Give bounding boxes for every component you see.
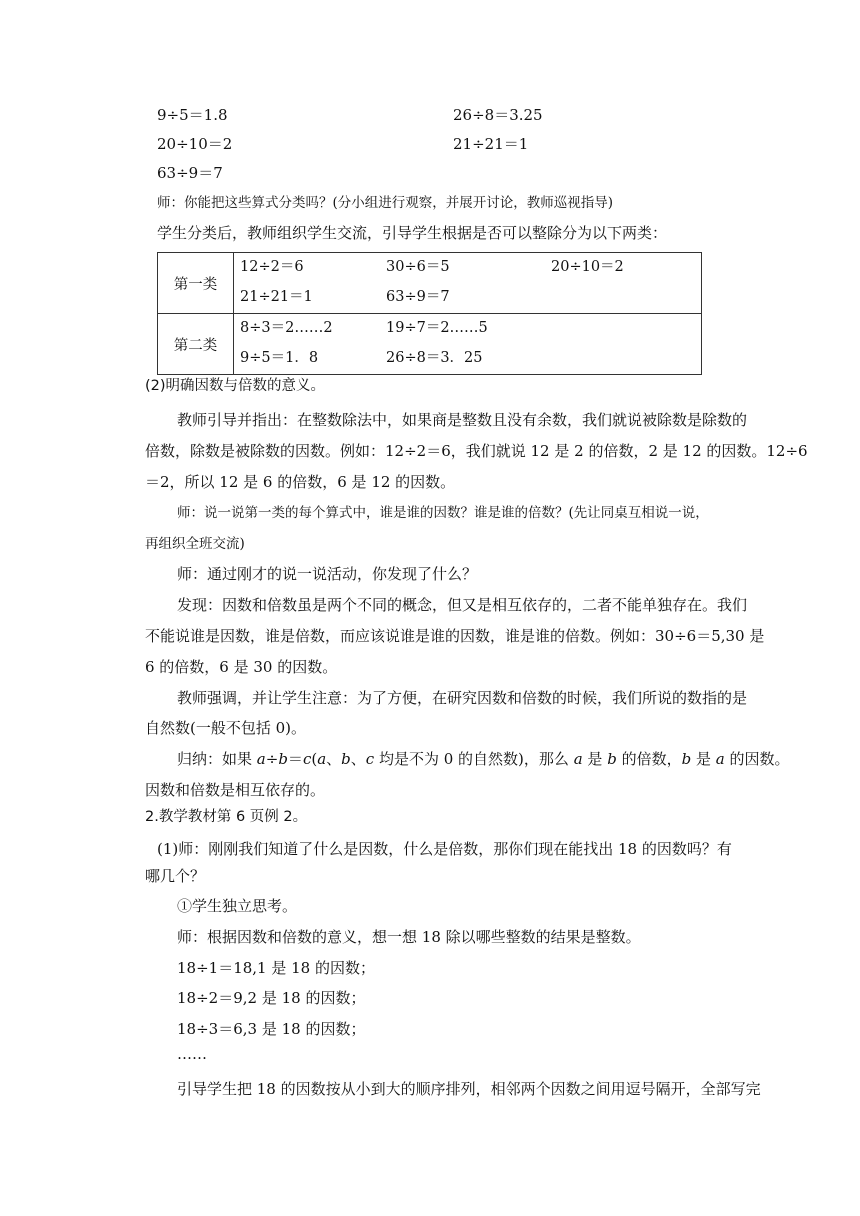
list-item: 18÷3＝6,3 是 18 的因数； [177, 1020, 366, 1038]
equation: 63÷9＝7 [386, 289, 450, 305]
paragraph-line: 不能说谁是因数，谁是倍数，而应该说谁是谁的因数，谁是谁的倍数。例如：30÷6＝5,30 是 [145, 627, 765, 645]
summary-line: 归纳：如果 a÷b＝c(a、b、c 均是不为 0 的自然数)，那么 a 是 b 的倍数，b 是 a 的因数。 [177, 750, 790, 768]
paragraph: ①学生独立思考。 [177, 897, 298, 915]
paragraph-line: 6 的倍数，6 是 30 的因数。 [145, 658, 338, 676]
equation: 26÷8＝3.25 [453, 106, 543, 124]
paragraph: 师：根据因数和倍数的意义，想一想 18 除以哪些整数的结果是整数。 [177, 928, 641, 946]
equation: 21÷21＝1 [453, 135, 529, 153]
paragraph-line: 哪几个？ [145, 867, 206, 885]
paragraph-line: 倍数，除数是被除数的因数。例如：12÷2＝6，我们就说 12 是 2 的倍数，2 是 12 的因数。12÷6 [145, 442, 808, 460]
table-row [158, 253, 702, 314]
equation: 21÷21＝1 [240, 289, 313, 305]
paragraph-line: 引导学生把 18 的因数按从小到大的顺序排列，相邻两个因数之间用逗号隔开，全部写完 [177, 1080, 761, 1098]
paragraph-line: 教师引导并指出：在整数除法中，如果商是整数且没有余数，我们就说被除数是除数的 [177, 411, 748, 429]
equation: 30÷6＝5 [386, 259, 450, 275]
equation: 26÷8＝3．25 [386, 350, 483, 366]
paragraph-line: 再组织全班交流) [145, 536, 245, 552]
paragraph-line: 发现：因数和倍数虽是两个不同的概念，但又是相互依存的，二者不能单独存在。我们 [177, 596, 748, 614]
classification-table [157, 252, 702, 375]
paragraph-line: 教师强调，并让学生注意：为了方便，在研究因数和倍数的时候，我们所说的数指的是 [177, 689, 748, 707]
paragraph: 师：通过刚才的说一说活动，你发现了什么？ [177, 565, 478, 583]
table-row [158, 314, 702, 375]
equation: 8÷3＝2……2 [240, 320, 333, 336]
row-label: 第二类 [158, 314, 234, 375]
equation: 20÷10＝2 [157, 135, 233, 153]
table-cell [234, 253, 702, 314]
equation: 20÷10＝2 [551, 259, 624, 275]
list-item: 18÷1＝18,1 是 18 的因数； [177, 959, 375, 977]
equation: 9÷5＝1.8 [157, 106, 228, 124]
paragraph-line: 师：说一说第一类的每个算式中，谁是谁的因数？谁是谁的倍数？(先让同桌互相说一说， [177, 505, 709, 521]
equation: 19÷7＝2……5 [386, 320, 488, 336]
paragraph-line: 因数和倍数是相互依存的。 [145, 781, 326, 799]
list-item: 18÷2＝9,2 是 18 的因数； [177, 989, 366, 1007]
list-item: …… [177, 1045, 207, 1063]
row-label: 第一类 [158, 253, 234, 314]
equation: 12÷2＝6 [240, 259, 304, 275]
paragraph-line: (1)师：刚刚我们知道了什么是因数，什么是倍数，那你们现在能找出 18 的因数吗？有 [157, 840, 732, 858]
paragraph-line: 自然数(一般不包括 0)。 [145, 719, 307, 737]
equation: 63÷9＝7 [157, 164, 223, 182]
section-heading: (2)明确因数与倍数的意义。 [145, 378, 326, 394]
table-cell [234, 314, 702, 375]
paragraph: 师：你能把这些算式分类吗？(分小组进行观察，并展开讨论，教师巡视指导) [157, 195, 614, 211]
paragraph-line: ＝2，所以 12 是 6 的倍数，6 是 12 的因数。 [145, 473, 456, 491]
paragraph: 学生分类后，教师组织学生交流，引导学生根据是否可以整除分为以下两类： [157, 224, 668, 242]
section-heading: 2.教学教材第 6 页例 2。 [145, 809, 308, 825]
equation: 9÷5＝1．8 [240, 350, 319, 366]
